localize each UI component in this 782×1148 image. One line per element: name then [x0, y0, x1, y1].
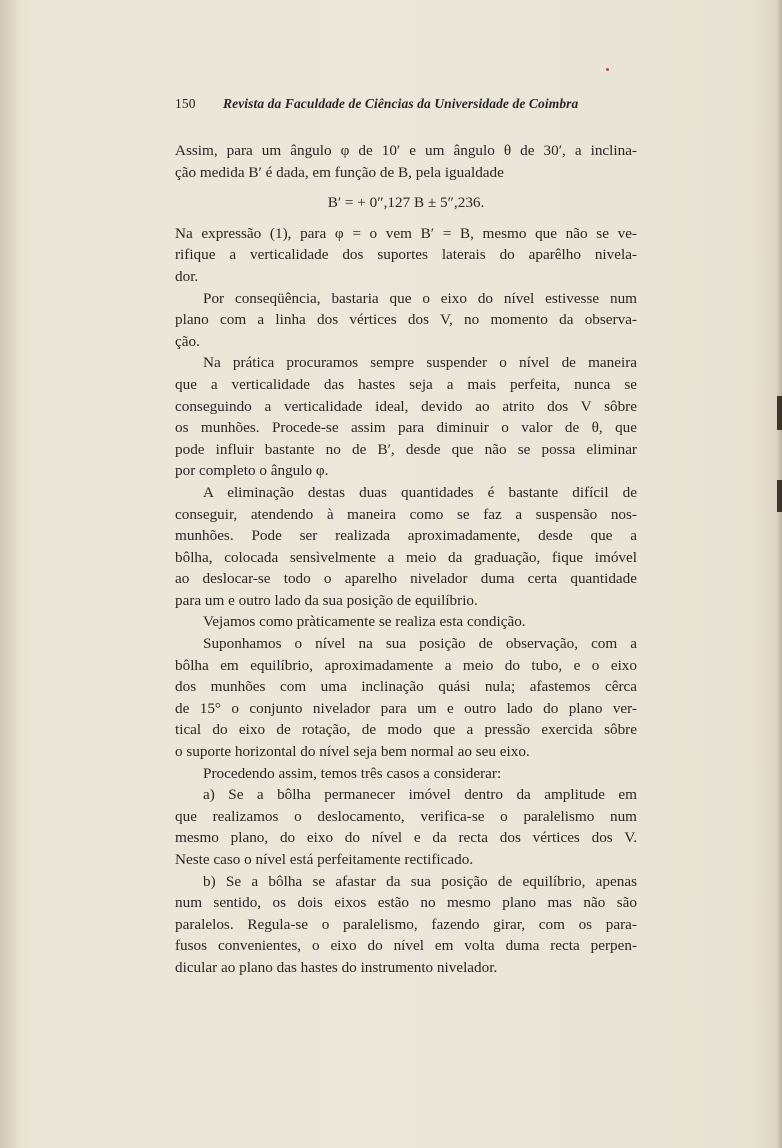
text-line: plano com a linha dos vértices dos V, no momento da observa- [175, 311, 637, 329]
journal-title: Revista da Faculdade de Ciências da Universidade de Coimbra [223, 96, 579, 111]
text-line: tical do eixo de rotação, de modo que a pressão exercida sôbre [175, 721, 637, 739]
text-line: num sentido, os dois eixos estão no mesmo plano mas não são [175, 894, 637, 912]
text-line: fusos convenientes, o eixo do nível em volta duma recta perpen- [175, 937, 637, 955]
text-line: Por conseqüência, bastaria que o eixo do nível estivesse num [203, 289, 637, 307]
text-line: bôlha em equilíbrio, aproximadamente a meio do tubo, e o eixo [175, 656, 637, 674]
text-line: a) Se a bôlha permanecer imóvel dentro da amplitude em [203, 786, 637, 804]
text-line: para um e outro lado da sua posição de equilíbrio. [175, 591, 478, 609]
page-shadow-right [776, 0, 782, 1148]
text-line: os munhões. Procede-se assim para diminuir o valor de θ, que [175, 419, 637, 437]
body-text [175, 140, 637, 979]
text-line: dos munhões com uma inclinação quási nula; afastemos cêrca [175, 678, 637, 696]
text-line: paralelos. Regula-se o paralelismo, fazendo girar, com os para- [175, 915, 637, 933]
text-line: ao deslocar-se todo o aparelho nivelador duma certa quantidade [175, 570, 637, 588]
text-line: Na prática procuramos sempre suspender o nível de maneira [203, 354, 637, 372]
text-line: Neste caso o nível está perfeitamente rectificado. [175, 851, 474, 868]
page-shadow-left [0, 0, 20, 1148]
text-line: Suponhamos o nível na sua posição de observação, com a [203, 635, 637, 653]
text-line: munhões. Pode ser realizada aproximadamente, desde que a [175, 527, 637, 545]
text-line: que realizamos o deslocamento, verifica-se o paralelismo num [175, 807, 637, 825]
text-line: de 15° o conjunto nivelador para um e outro lado do plano ver- [175, 699, 637, 717]
text-line: por completo o ângulo φ. [175, 462, 329, 480]
text-line: conseguir, atendendo à maneira como se faz a suspensão nos- [175, 505, 637, 523]
text-line: ção medida B′ é dada, em função de B, pela igualdade [175, 163, 504, 181]
ink-speck [606, 68, 609, 71]
text-line: o suporte horizontal do nível seja bem normal ao seu eixo. [175, 743, 530, 761]
text-line: bôlha, colocada sensìvelmente a meio da graduação, fique imóvel [175, 548, 637, 566]
text-line: dicular ao plano das hastes do instrumento nivelador. [175, 958, 498, 976]
margin-mark [777, 396, 782, 430]
text-line: Procedendo assim, temos três casos a considerar: [203, 764, 502, 782]
text-line: b) Se a bôlha se afastar da sua posição de equilíbrio, apenas [203, 872, 637, 890]
text-line: ção. [175, 332, 200, 350]
margin-mark [777, 480, 782, 512]
text-line: Na expressão (1), para φ = o vem B′ = B, mesmo que não se ve- [175, 224, 637, 242]
text-line: Vejamos como pràticamente se realiza esta condição. [203, 613, 526, 631]
text-line: rifique a verticalidade dos suportes laterais do aparêlho nivela- [175, 246, 637, 264]
text-line: dor. [175, 267, 199, 285]
text-line: que a verticalidade das hastes seja a mais perfeita, nunca se [175, 375, 637, 393]
equation: B′ = + 0″,127 B ± 5″,236. [327, 194, 485, 212]
text-line: conseguindo a verticalidade ideal, devido ao atrito dos V sôbre [175, 397, 637, 415]
text-line: mesmo plano, do eixo do nível e da recta dos vértices dos V. [175, 829, 637, 847]
text-line: pode influir bastante no de B′, desde que não se possa eliminar [175, 440, 637, 458]
text-line: Assim, para um ângulo φ de 10′ e um ângulo θ de 30′, a inclina- [175, 142, 637, 159]
text-line: A eliminação destas duas quantidades é bastante difícil de [203, 483, 637, 501]
page-number: 150 [175, 96, 196, 111]
